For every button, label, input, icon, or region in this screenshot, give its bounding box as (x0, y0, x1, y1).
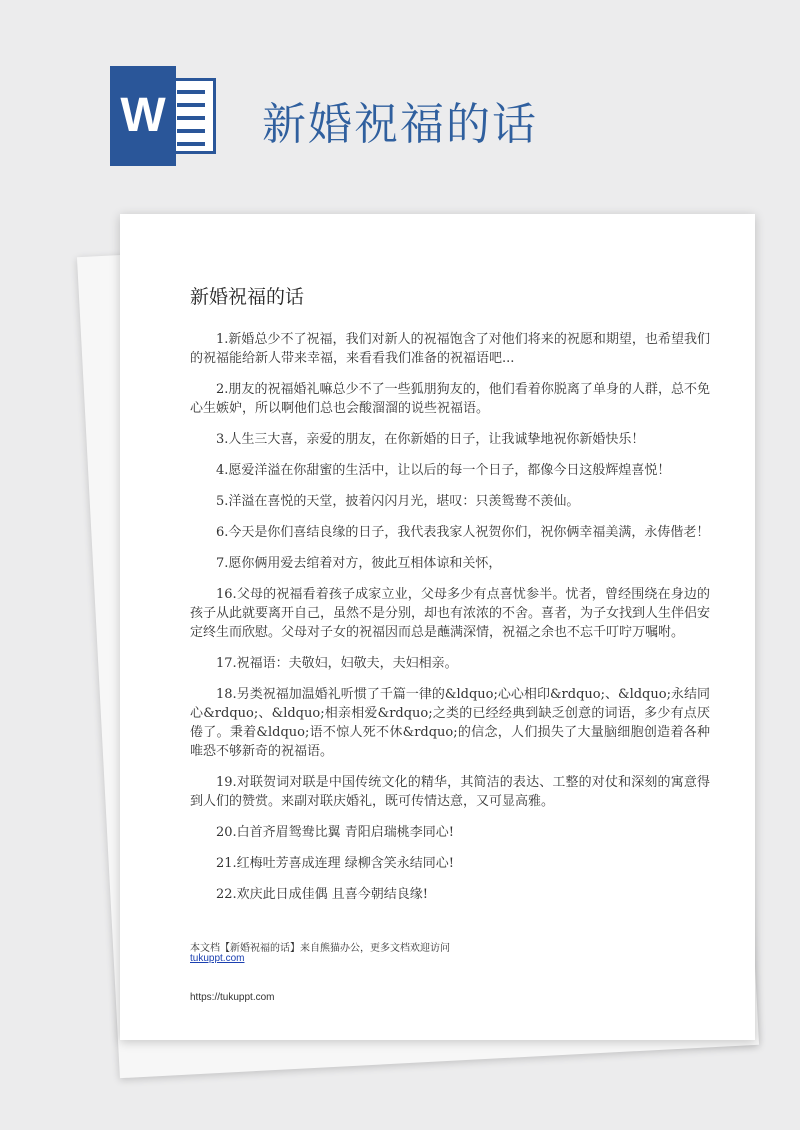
word-document-icon (110, 66, 218, 166)
paragraph: 4.愿爱洋溢在你甜蜜的生活中，让以后的每一个日子，都像今日这般辉煌喜悦！ (216, 463, 671, 478)
paragraph: 18.另类祝福加温婚礼听惯了千篇一律的&ldquo;心心相印&rdquo;、&ldquo;永结同心&rdquo;、&ldquo;相亲相爱&rdquo;之类的已经经典到缺乏创意的词语，多少有点厌倦了。秉着&ldquo;语不惊人死不休&rdquo;的信念，人们损失了大量脑细胞创造着各种唯恐不够新奇的祝福语。 (190, 687, 710, 759)
paragraph: 5.洋溢在喜悦的天堂，披着闪闪月光，堪叹：只羡鸳鸯不羡仙。 (216, 494, 580, 509)
word-logo-letter: W (110, 66, 176, 166)
page-title: 新婚祝福的话 (190, 286, 305, 308)
paragraph: 1.新婚总少不了祝福，我们对新人的祝福饱含了对他们将来的祝愿和期望，也希望我们的祝福能给新人带来幸福，来看看我们准备的祝福语吧... (190, 332, 710, 366)
paragraph: 17.祝福语：夫敬妇，妇敬夫，夫妇相亲。 (216, 656, 458, 671)
document-page (120, 214, 755, 1040)
banner-title: 新婚祝福的话 (262, 99, 538, 150)
paragraph-list (190, 330, 710, 916)
paragraph: 16.父母的祝福看着孩子成家立业，父母多少有点喜忧参半。忧者，曾经围绕在身边的孩子从此就要离开自己，虽然不是分别，却也有浓浓的不舍。喜者，为子女找到人生伴侣安定终生而欣慰。父母对子女的祝福因而总是蘸满深情，祝福之余也不忘千叮咛万嘱咐。 (190, 587, 711, 640)
source-note: 本文档【新婚祝福的话】来自熊猫办公，更多文档欢迎访问 (190, 943, 450, 954)
source-link[interactable]: tukuppt.com (190, 953, 245, 964)
paragraph: 22.欢庆此日成佳偶 且喜今朝结良缘! (216, 887, 429, 902)
paragraph: 7.愿你俩用爱去绾着对方，彼此互相体谅和关怀， (216, 556, 502, 571)
paragraph: 6.今天是你们喜结良缘的日子，我代表我家人祝贺你们，祝你俩幸福美满，永俦偕老！ (216, 525, 710, 540)
page-header (0, 0, 800, 200)
paragraph: 2.朋友的祝福婚礼嘛总少不了一些狐朋狗友的，他们看着你脱离了单身的人群，总不免心生嫉妒，所以啊他们总也会酸溜溜的说些祝福语。 (190, 382, 710, 416)
paragraph: 19.对联贺词对联是中国传统文化的精华，其简洁的表达、工整的对仗和深刻的寓意得到人们的赞赏。来副对联庆婚礼，既可传情达意，又可显高雅。 (190, 775, 710, 809)
footer-url: https://tukuppt.com (190, 992, 275, 1003)
paragraph: 3.人生三大喜，亲爱的朋友，在你新婚的日子，让我诚挚地祝你新婚快乐！ (216, 432, 645, 447)
paragraph: 20.白首齐眉鸳鸯比翼 青阳启瑞桃李同心! (216, 825, 455, 840)
paragraph: 21.红梅吐芳喜成连理 绿柳含笑永结同心! (216, 856, 455, 871)
